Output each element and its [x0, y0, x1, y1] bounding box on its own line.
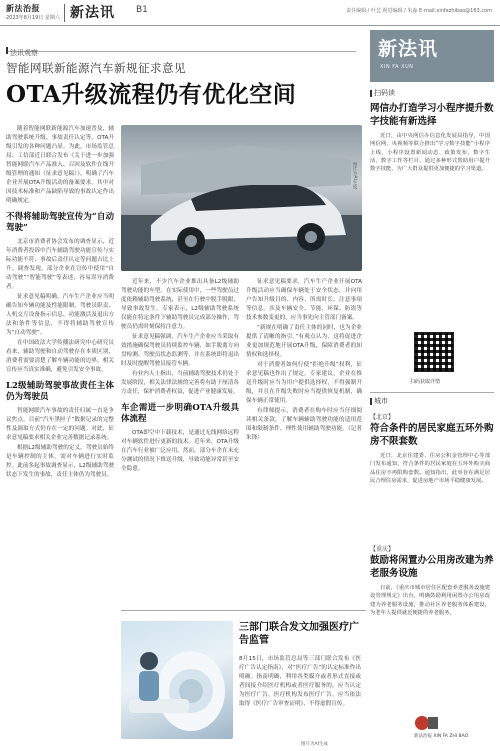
medical-illustration	[121, 621, 233, 739]
main-photo	[121, 125, 362, 271]
paragraph: OTA即空中下载技术，是通过无线网络远程对车辆软件进行更新的技术。近年来，OTA升级在汽车行业被广泛应用。然而，部分车企在未充分测试的情况下推送升级，导致功能异常甚至安全隐患。	[121, 430, 239, 472]
paragraph: 对于消费者如何行使“拒绝升级”权利，征求意见稿也作出了规定。专家建议，企业在推送升级时应当为用户提供选择权，不得强制升级，并且在升级失败时应当提供恢复机制，确保车辆正常使用。	[246, 362, 362, 404]
paragraph: “新规在明确了责任主体的同时，也为企业提供了清晰的指引。”有观点认为，这将促进企业更加规范地开展OTA升级，保障消费者的知情权和选择权。	[246, 325, 362, 358]
section-title: 新法讯	[70, 5, 115, 21]
paragraph: 征求意见稿明确，汽车生产企业应当明确告知车辆功能及性能限制、驾驶员职责、人机交互设备指示信息、功能激活及退出方法和条件等信息，不得将辅助驾驶宣传为“自动驾驶”。	[6, 294, 114, 336]
sidebar	[370, 30, 494, 746]
article-headline: OTA升级流程仍有优化空间	[6, 81, 297, 108]
sidebar-item2-body: 近日，北京住建委、住房公积金管理中心等部门发布通知，符合条件的居民家庭在五环外购买商品住房不再限购套数。通知指出，此举旨在满足居民合理住房需求，促进房地产市场平稳健康发展。	[370, 453, 490, 484]
sidebar-item3-title: 鼓励将闲置办公用房改建为养老服务设施	[370, 555, 494, 579]
sidebar-item3-body: 日前，《重庆市城市居住区配套养老服务设施建设管理规定》出台，明确鼓励利用闲置办公用房改建为养老服务设施，推动社区养老服务体系建设，为老年人提供就近便捷的养老服务。	[370, 585, 490, 616]
sidebar-label-city: 城市	[370, 396, 388, 406]
column-2	[121, 278, 239, 475]
sidebar-rule	[370, 392, 494, 393]
paragraph: 智能网联汽车事故的责任归属一直是争议焦点。目前“汽车黑匣子”数据记录的完整性及调取方式仍存在一定的问题。对此，征求意见稿要求相关企业完善数据记录系统。	[6, 408, 114, 441]
promo-photo	[121, 621, 233, 739]
promo-credit: 图片为AI生成	[301, 742, 328, 747]
article-kicker: 法讯观察	[6, 40, 356, 52]
qr-code[interactable]	[414, 332, 454, 372]
sidebar-banner-title: 新法讯	[378, 38, 439, 60]
bottom-logo	[414, 715, 492, 743]
paragraph: 征求意见稿强调，汽车生产企业应当采取有效措施确保驾驶员持续监控车辆，如手脱离方向盘检测、驾驶员状态监测等，并在系统即将退出时及时提醒驾驶员接管车辆。	[121, 334, 239, 367]
newspaper-logo-icon	[414, 715, 438, 731]
photo-credit: 图片为AI生成	[352, 162, 357, 189]
sidebar-item2-tag: 【北京】	[370, 414, 395, 421]
paragraph: 有律师提示，消费者在购车时应当仔细阅读相关条款，了解车辆辅助驾驶功能的适用范围和限制条件，理性使用辅助驾驶功能。（记者 朱锋）	[246, 408, 362, 441]
sidebar-banner-pinyin: XIN FA XUN	[380, 64, 414, 70]
sidebar-item3-tag: 【重庆】	[370, 546, 395, 553]
paragraph: 近年来，不少汽车企业推出具备L2级辅助驾驶功能的车型。在实际使用中，一些驾驶员过度依赖辅助驾驶系统，甚至在行驶中脱手脱眼，导致事故发生。专家表示，L2级辅助驾驶系统仅能在特定条件下辅助驾驶员完成部分操作，驾驶员仍需时刻保持注意力。	[121, 279, 239, 330]
bottom-logo-text: 新法治报 XIN FA ZHI BAO	[414, 734, 469, 739]
article-subtitle: 智能网联新能源汽车新规征求意见	[6, 61, 186, 75]
qr-caption: 扫码获取详情	[410, 379, 441, 385]
column-3	[246, 278, 362, 444]
column-1	[6, 125, 114, 481]
car-illustration	[121, 125, 362, 271]
paragraph: 根据L2级辅助驾驶的定义，驾驶员始终是车辆控制的主体，需对车辆进行实时监控。此前多起事故调查显示，L2级辅助驾驶状态下发生的事故，责任主体仍为驾驶员。	[6, 445, 114, 478]
masthead	[0, 0, 500, 26]
paragraph: 随着智能网联新能源汽车加速普及，辅助驾驶系统升级、事故责任认定等，OTA升级引发的各种问题凸显。为此，市场监管总局、工信部近日联合发布《关于进一步加强智能网联汽车产品准入、召回及软件在线升级管理的通知（征求意见稿）》，明确了汽车企业开展OTA升级活动的备案要求。其中对因技术标准和产品缺陷导致的事故认定作出明确规定。	[6, 126, 114, 204]
sidebar-label-scan: 扫码读	[370, 88, 395, 98]
promo-box	[121, 610, 366, 750]
sidebar-item2-title: 符合条件的居民家庭五环外购房不限套数	[370, 423, 494, 447]
editors-line: 责任编辑 / 叶艺 视觉编辑 / 朱淼 E-mail:xinfazhibao@163.com	[346, 8, 492, 14]
section-heading: 不得将辅助驾驶宣传为“自动驾驶”	[6, 212, 114, 233]
promo-body: 8月15日，市场监管总局等三部门联合发布《医疗广告认定指南》，对“医疗广告”的认定标准作出明确。指南明确，利用各类媒介或者形式直接或者间接介绍医疗机构或者医疗服务的，应当认定为医疗广告。医疗机构发布医疗广告，应当依法取得《医疗广告审查证明》，不得虚假宣传。	[239, 656, 361, 707]
masthead-divider	[64, 4, 65, 22]
section-heading: L2级辅助驾驶事故责任主体仍为驾驶员	[6, 381, 114, 402]
masthead-logo: 新法治报	[6, 3, 40, 13]
sidebar-item1-title: 网信办打造学习小程序提升数字技能有新选择	[370, 103, 494, 127]
main-article	[6, 32, 364, 750]
paragraph: 有业内人士指出，当前辅助驾驶技术仍处于发展阶段，相关法律法规的完善将有助于厘清各方责任，保护消费者权益，促进产业健康发展。	[121, 371, 239, 395]
masthead-date: 2023年8月19日 星期六	[6, 15, 60, 21]
sidebar-banner	[370, 30, 494, 82]
section-heading: 车企需进一步明确OTA升级具体流程	[121, 403, 239, 424]
page-number: B1	[136, 5, 148, 15]
paragraph: 征求意见稿要求，汽车生产企业开展OTA升级活动应当确保车辆处于安全状态，并向用户告知升级目的、内容、所需时长、注意事项等信息。涉及车辆安全、节能、环保、防盗等技术参数变更的，应当事先向主管部门备案。	[246, 279, 362, 321]
promo-title: 三部门联合发文加强医疗广告监管	[239, 622, 359, 646]
paragraph: 在中国政法大学传播法研究中心研究员看来，辅助驾驶和自动驾驶存在本质区别，消费者需要清楚了解车辆功能的边界，相关宣传应当真实准确，避免引发安全事故。	[6, 340, 114, 373]
paragraph: 北京市消费者协会发布的调查显示，近年消费者投诉中汽车辅助驾驶功能宣传与实际功能不符、事故后责任认定等问题占比上升。调查发现，部分企业在宣传中使用“自动驾驶”“智能驾驶”等表述，容易误导消费者。	[6, 239, 114, 290]
sidebar-item1-body: 近日，由中央网信办信息化发展局指导，中国网信网、央视频等联合推出“学习数字技能”小程序上线，小程序设置新闻动态、政策发布、数字生活、数字工作等栏目，通过多种形式帮助用户提升数字技能，为广大群众提供更加便捷的学习渠道。	[370, 133, 490, 173]
